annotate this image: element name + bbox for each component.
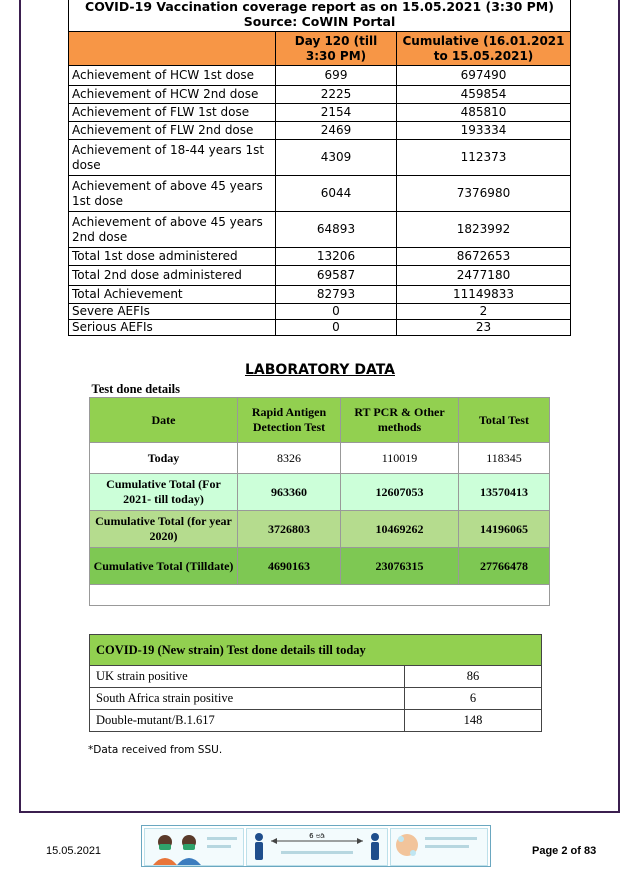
vaccination-row (69, 104, 571, 122)
laboratory-row-rapid: 3726803 (238, 511, 341, 548)
distance-panel (246, 828, 388, 866)
footer-date: 15.05.2021 (46, 845, 102, 857)
laboratory-row-rapid: 8326 (238, 443, 341, 474)
laboratory-row (90, 511, 550, 548)
new-strain-row (90, 666, 542, 688)
handwash-icon (391, 829, 487, 865)
vaccination-row-label: Total 2nd dose administered (69, 266, 276, 286)
laboratory-row-rtpcr: 23076315 (341, 548, 459, 585)
vaccination-row-day: 6044 (276, 176, 397, 212)
laboratory-row-date: Today (90, 443, 238, 474)
vaccination-row-label: Serious AEFIs (69, 320, 276, 336)
vaccination-header-day: Day 120 (till 3:30 PM) (276, 32, 397, 66)
vaccination-row-cumulative: 2477180 (397, 266, 571, 286)
laboratory-row-total: 118345 (459, 443, 550, 474)
new-strain-table (89, 634, 542, 732)
laboratory-row (90, 443, 550, 474)
vaccination-source: Source: CoWIN Portal (243, 14, 396, 29)
vaccination-title-row (69, 0, 571, 32)
vaccination-title-cell (69, 0, 571, 32)
vaccination-row-cumulative: 7376980 (397, 176, 571, 212)
vaccination-header-blank (69, 32, 276, 66)
laboratory-row-date: Cumulative Total (for year 2020) (90, 511, 238, 548)
vaccination-row (69, 320, 571, 336)
laboratory-heading-text: LABORATORY DATA (244, 362, 395, 378)
laboratory-caption-row (90, 381, 550, 398)
laboratory-row-date: Cumulative Total (Tilldate) (90, 548, 238, 585)
vaccination-row-label: Achievement of FLW 2nd dose (69, 122, 276, 140)
new-strain-table-section (89, 634, 542, 732)
laboratory-row-rtpcr: 12607053 (341, 474, 459, 511)
vaccination-row (69, 248, 571, 266)
laboratory-header-total: Total Test (459, 398, 550, 443)
vaccination-row-cumulative: 193334 (397, 122, 571, 140)
laboratory-row-total: 27766478 (459, 548, 550, 585)
laboratory-row-rtpcr: 10469262 (341, 511, 459, 548)
vaccination-row-label: Achievement of above 45 years 2nd dose (69, 212, 276, 248)
laboratory-row-rtpcr: 110019 (341, 443, 459, 474)
vaccination-row-day: 2225 (276, 86, 397, 104)
new-strain-row-value: 148 (405, 710, 542, 732)
laboratory-header-row (90, 398, 550, 443)
laboratory-header-date: Date (90, 398, 238, 443)
vaccination-row-label: Achievement of above 45 years 1st dose (69, 176, 276, 212)
social-distance-icon (247, 829, 387, 865)
safety-banner (141, 825, 491, 867)
laboratory-caption: Test done details (90, 381, 550, 398)
vaccination-row-day: 0 (276, 304, 397, 320)
laboratory-table (89, 381, 550, 606)
vaccination-row-day: 82793 (276, 286, 397, 304)
laboratory-row (90, 474, 550, 511)
laboratory-row-date: Cumulative Total (For 2021- till today) (90, 474, 238, 511)
vaccination-row-day: 13206 (276, 248, 397, 266)
new-strain-row-label: Double-mutant/B.1.617 (90, 710, 405, 732)
vaccination-table-section (68, 0, 571, 336)
vaccination-row-label: Achievement of HCW 2nd dose (69, 86, 276, 104)
vaccination-row (69, 212, 571, 248)
vaccination-row-cumulative: 112373 (397, 140, 571, 176)
vaccination-table (68, 0, 571, 336)
vaccination-row-cumulative: 697490 (397, 66, 571, 86)
vaccination-row-label: Total Achievement (69, 286, 276, 304)
vaccination-row-cumulative: 8672653 (397, 248, 571, 266)
new-strain-header-row (90, 635, 542, 666)
vaccination-row-day: 64893 (276, 212, 397, 248)
new-strain-row-value: 6 (405, 688, 542, 710)
vaccination-row-label: Total 1st dose administered (69, 248, 276, 266)
new-strain-row-value: 86 (405, 666, 542, 688)
vaccination-row-cumulative: 11149833 (397, 286, 571, 304)
vaccination-row (69, 140, 571, 176)
vaccination-row-label: Achievement of FLW 1st dose (69, 104, 276, 122)
new-strain-row-label: South Africa strain positive (90, 688, 405, 710)
mask-panel (144, 828, 244, 866)
vaccination-row (69, 286, 571, 304)
vaccination-row-cumulative: 23 (397, 320, 571, 336)
vaccination-row-day: 2469 (276, 122, 397, 140)
data-source-note: *Data received from SSU. (88, 744, 223, 756)
distance-label: 6 ಅಡಿ (309, 832, 325, 840)
new-strain-row-label: UK strain positive (90, 666, 405, 688)
vaccination-row-label: Achievement of HCW 1st dose (69, 66, 276, 86)
new-strain-row (90, 710, 542, 732)
vaccination-row-day: 69587 (276, 266, 397, 286)
new-strain-row (90, 688, 542, 710)
vaccination-row-day: 699 (276, 66, 397, 86)
vaccination-row-cumulative: 485810 (397, 104, 571, 122)
vaccination-header-cumulative: Cumulative (16.01.2021 to 15.05.2021) (397, 32, 571, 66)
laboratory-row-rapid: 4690163 (238, 548, 341, 585)
vaccination-title: COVID-19 Vaccination coverage report as on 15.05.2021 (3:30 PM) (85, 0, 554, 14)
vaccination-row (69, 304, 571, 320)
vaccination-row-cumulative: 459854 (397, 86, 571, 104)
vaccination-row-label: Severe AEFIs (69, 304, 276, 320)
laboratory-header-rapid: Rapid Antigen Detection Test (238, 398, 341, 443)
vaccination-row-day: 2154 (276, 104, 397, 122)
masked-people-icon (145, 829, 243, 865)
vaccination-row (69, 122, 571, 140)
vaccination-row-day: 0 (276, 320, 397, 336)
vaccination-row (69, 86, 571, 104)
laboratory-heading (0, 362, 640, 378)
handwash-panel (390, 828, 488, 866)
footer-page-number: Page 2 of 83 (532, 845, 597, 857)
vaccination-header-row (69, 32, 571, 66)
vaccination-row-day: 4309 (276, 140, 397, 176)
vaccination-row-label: Achievement of 18-44 years 1st dose (69, 140, 276, 176)
laboratory-row (90, 548, 550, 585)
new-strain-title: COVID-19 (New strain) Test done details till today (90, 635, 542, 666)
laboratory-blank-cell (90, 585, 550, 606)
vaccination-row (69, 66, 571, 86)
laboratory-header-rtpcr: RT PCR & Other methods (341, 398, 459, 443)
laboratory-blank-row (90, 585, 550, 606)
vaccination-row-cumulative: 1823992 (397, 212, 571, 248)
vaccination-row-cumulative: 2 (397, 304, 571, 320)
laboratory-row-total: 13570413 (459, 474, 550, 511)
vaccination-row (69, 266, 571, 286)
vaccination-row (69, 176, 571, 212)
laboratory-row-rapid: 963360 (238, 474, 341, 511)
laboratory-table-section (89, 381, 550, 606)
laboratory-row-total: 14196065 (459, 511, 550, 548)
